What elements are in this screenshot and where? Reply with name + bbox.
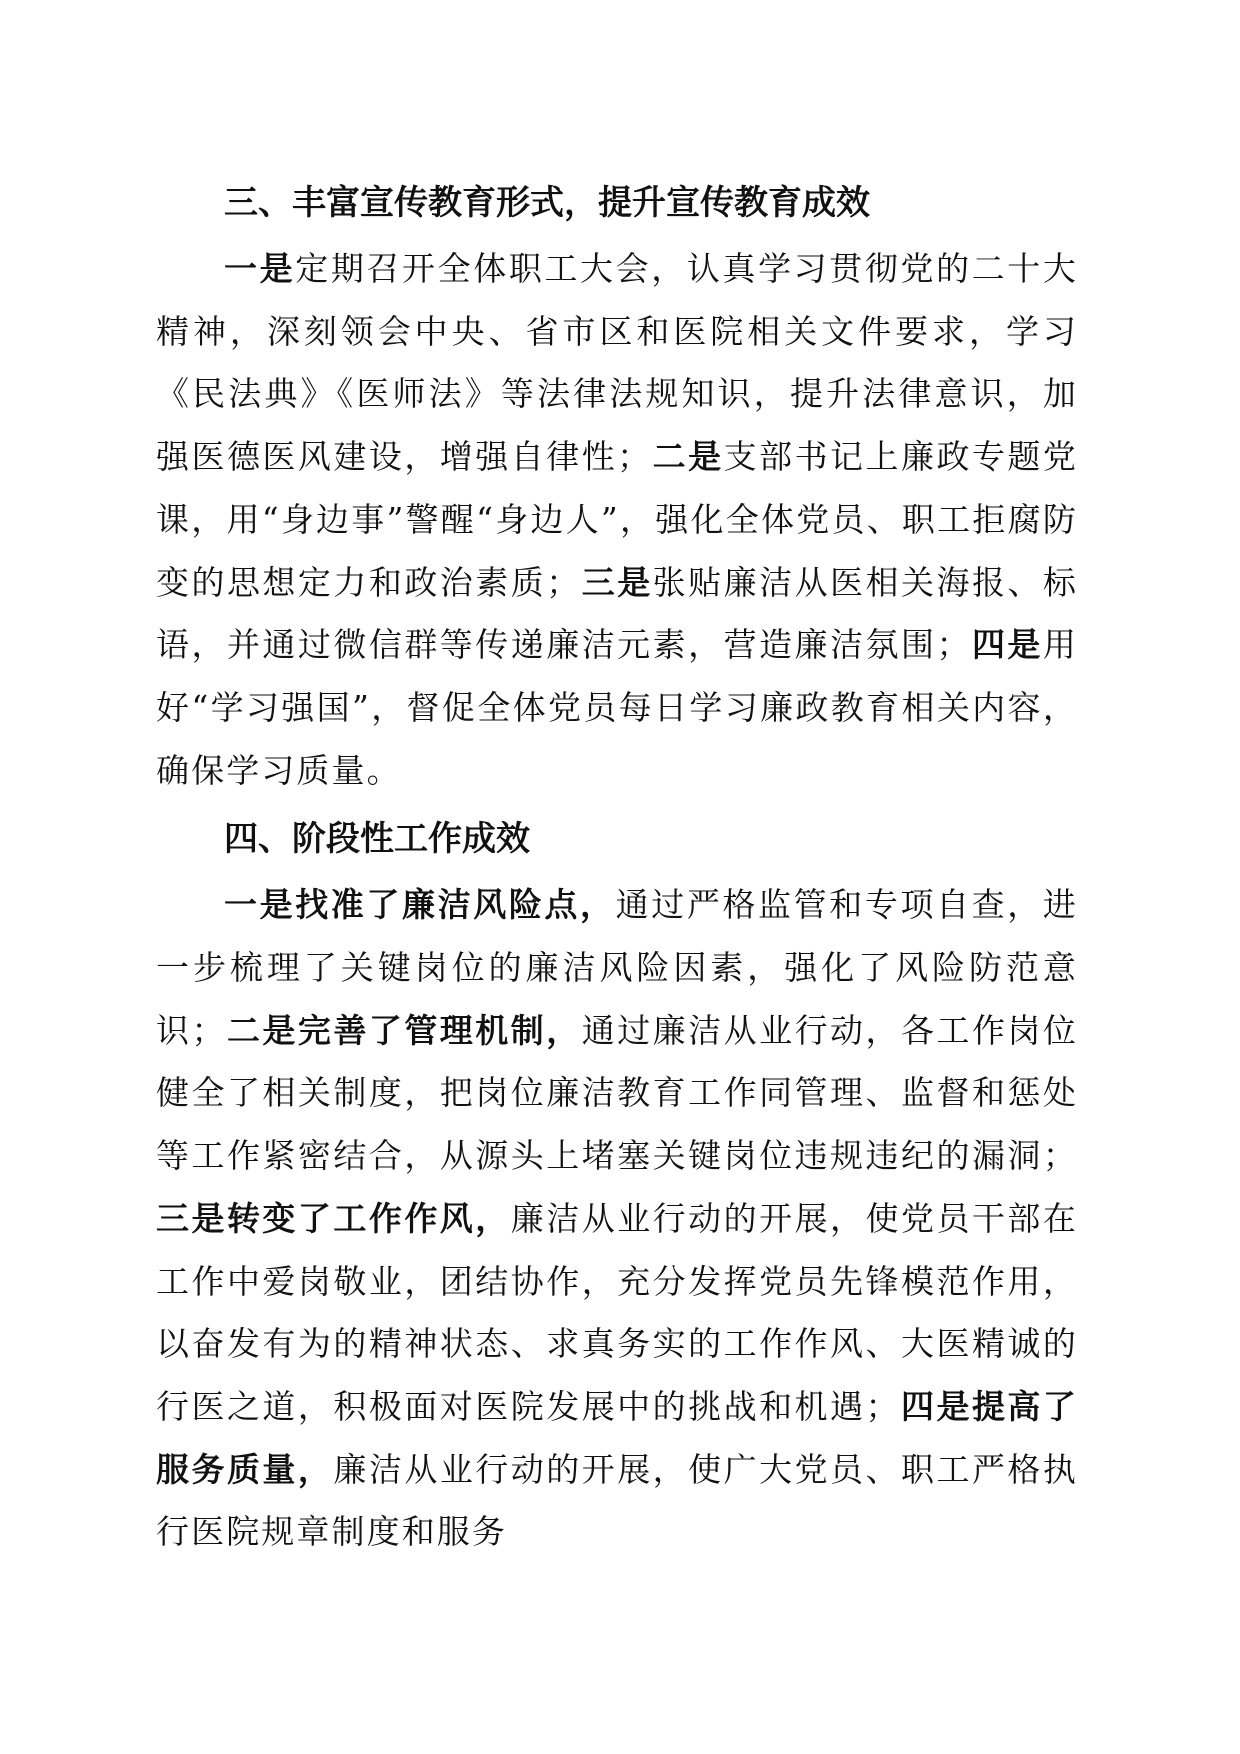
body-text-run: 用好“学习强国”，督促全体党员每日学习廉政教育相关内容，确保学习质量。 [156,625,1078,790]
bold-lead-phrase: 二是完善了管理机制， [226,1010,582,1050]
section-4-paragraph [156,874,1078,1564]
section-4-heading: 四、阶段性工作成效 [224,819,530,860]
section-3-paragraph [156,238,1078,802]
bold-lead-phrase: 二是 [652,437,724,477]
bold-lead-phrase: 三是 [581,562,653,602]
bold-lead-phrase: 四是提高了服务质量， [156,1386,1079,1489]
bold-lead-phrase: 一是 [224,249,296,288]
bold-lead-phrase: 四是 [971,625,1043,665]
body-text-run: 定期召开全体职工大会，认真学习贯彻党的二十大精神，深刻领会中央、省市区和医院相关文件要求，学习《民法典》《医师法》等法律法规知识，提升法律意识，加强医德医风建设，增强自律性； [156,249,1079,477]
body-text-run: 张贴廉洁从医相关海报、标语，并通过微信群等传递廉洁元素，营造廉洁氛围； [156,562,1079,665]
body-text-run: 通过严格监管和专项自查，进一步梳理了关键岗位的廉洁风险因素，强化了风险防范意识； [156,885,1078,1050]
document-page [156,172,1078,1564]
body-text-run: 通过廉洁从业行动，各工作岗位健全了相关制度，把岗位廉洁教育工作同管理、监督和惩处等工作紧密结合，从源头上堵塞关键岗位违规违纪的漏洞； [156,1010,1079,1176]
bold-lead-phrase: 一是找准了廉洁风险点， [224,885,616,925]
body-text-run: 廉洁从业行动的开展，使广大党员、职工严格执行医院规章制度和服务 [156,1449,1079,1552]
bold-lead-phrase: 三是转变了工作作风， [156,1198,511,1238]
body-text-run: 支部书记上廉政专题党课，用“身边事”警醒“身边人”，强化全体党员、职工拒腐防变的思想定力和政治素质； [156,437,1079,602]
section-3-heading: 三、丰富宣传教育形式，提升宣传教育成效 [224,183,870,223]
body-text-run: 廉洁从业行动的开展，使党员干部在工作中爱岗敬业，团结协作，充分发挥党员先锋模范作用，以奋发有为的精神状态、求真务实的工作作风、大医精诚的行医之道，积极面对医院发展中的挑战和机遇； [156,1198,1078,1426]
